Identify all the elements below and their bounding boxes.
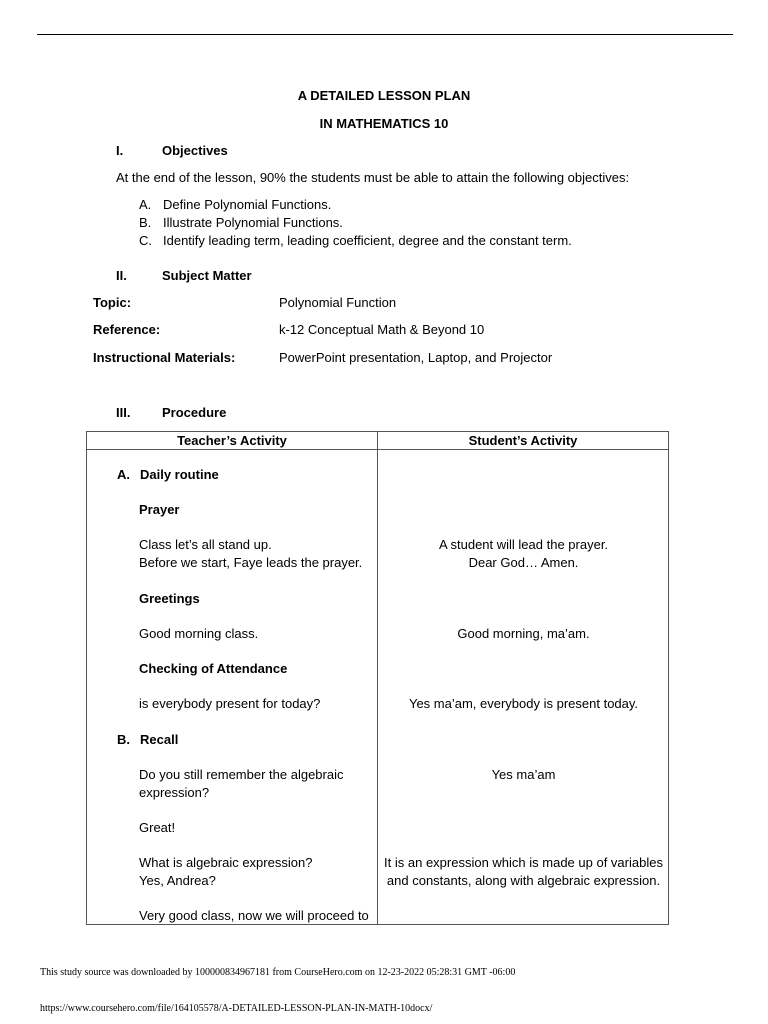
procedure-number: III. [116,405,131,420]
teacher-attendance-question: is everybody present for today? [139,696,321,711]
doc-title-line1: A DETAILED LESSON PLAN [297,88,471,103]
procedure-table [86,431,669,925]
list-item-letter: C. [139,233,152,248]
student-greeting: Good morning, ma’am. [457,626,590,641]
teacher-great: Great! [139,820,176,835]
student-attendance-answer: Yes ma’am, everybody is present today. [408,696,639,711]
topic-value: Polynomial Function [279,295,397,310]
student-prayer-line1: A student will lead the prayer. [438,537,609,552]
section-title: Recall [140,732,179,747]
teacher-greeting: Good morning class. [139,626,259,641]
subject-heading: Subject Matter [162,268,252,283]
objectives-list [139,196,572,250]
objectives-intro: At the end of the lesson, 90% the students must be able to attain the following objectives: [116,170,630,185]
teacher-prayer-line1: Class let’s all stand up. [139,537,272,552]
student-answer-line1: It is an expression which is made up of variables [384,855,663,870]
list-item-text: Define Polynomial Functions. [163,197,332,212]
attendance-subheading: Checking of Attendance [139,661,288,676]
procedure-heading: Procedure [162,405,227,420]
table-row [87,450,669,925]
doc-title-line2: IN MATHEMATICS 10 [319,116,449,131]
teacher-activity-cell [87,450,378,925]
student-column-header: Student’s Activity [378,432,669,450]
topic-label: Topic: [93,295,132,310]
subject-number: II. [116,268,127,283]
materials-value: PowerPoint presentation, Laptop, and Projector [279,350,553,365]
list-item [139,232,572,250]
student-activity-cell [378,450,669,925]
top-rule [37,34,733,35]
list-item-text: Illustrate Polynomial Functions. [163,215,343,230]
teacher-question-line2: Yes, Andrea? [139,873,216,888]
reference-label: Reference: [93,322,161,337]
objectives-heading: Objectives [162,143,228,158]
objectives-number: I. [116,143,124,158]
section-recall [117,731,178,749]
teacher-recall-line1: Do you still remember the algebraic [139,767,344,782]
teacher-prayer-line2: Before we start, Faye leads the prayer. [139,555,363,570]
teacher-recall-line2: expression? [139,785,210,800]
section-letter: A. [117,467,130,482]
section-daily-routine [117,466,219,484]
prayer-subheading: Prayer [139,502,180,517]
list-item [139,196,572,214]
download-notice: This study source was downloaded by 100000834967181 from CourseHero.com on 12-23-2022 05:28:31 GMT -06:00 [40,967,516,978]
list-item-letter: A. [139,197,152,212]
section-letter: B. [117,732,130,747]
materials-label: Instructional Materials: [93,350,236,365]
reference-value: k-12 Conceptual Math & Beyond 10 [279,322,485,337]
section-title: Daily routine [140,467,219,482]
teacher-question-line1: What is algebraic expression? [139,855,313,870]
student-prayer-line2: Dear God… Amen. [468,555,579,570]
table-header-row [87,432,669,450]
source-url[interactable]: https://www.coursehero.com/file/164105578/A-DETAILED-LESSON-PLAN-IN-MATH-10docx/ [40,1003,433,1014]
list-item-text: Identify leading term, leading coefficient, degree and the constant term. [163,233,572,248]
greetings-subheading: Greetings [139,591,200,606]
teacher-proceed-line: Very good class, now we will proceed to [139,908,369,923]
teacher-column-header: Teacher’s Activity [87,432,378,450]
list-item-letter: B. [139,215,152,230]
list-item [139,214,572,232]
student-recall-answer: Yes ma’am [491,767,556,782]
student-answer-line2: and constants, along with algebraic expression. [386,873,661,888]
